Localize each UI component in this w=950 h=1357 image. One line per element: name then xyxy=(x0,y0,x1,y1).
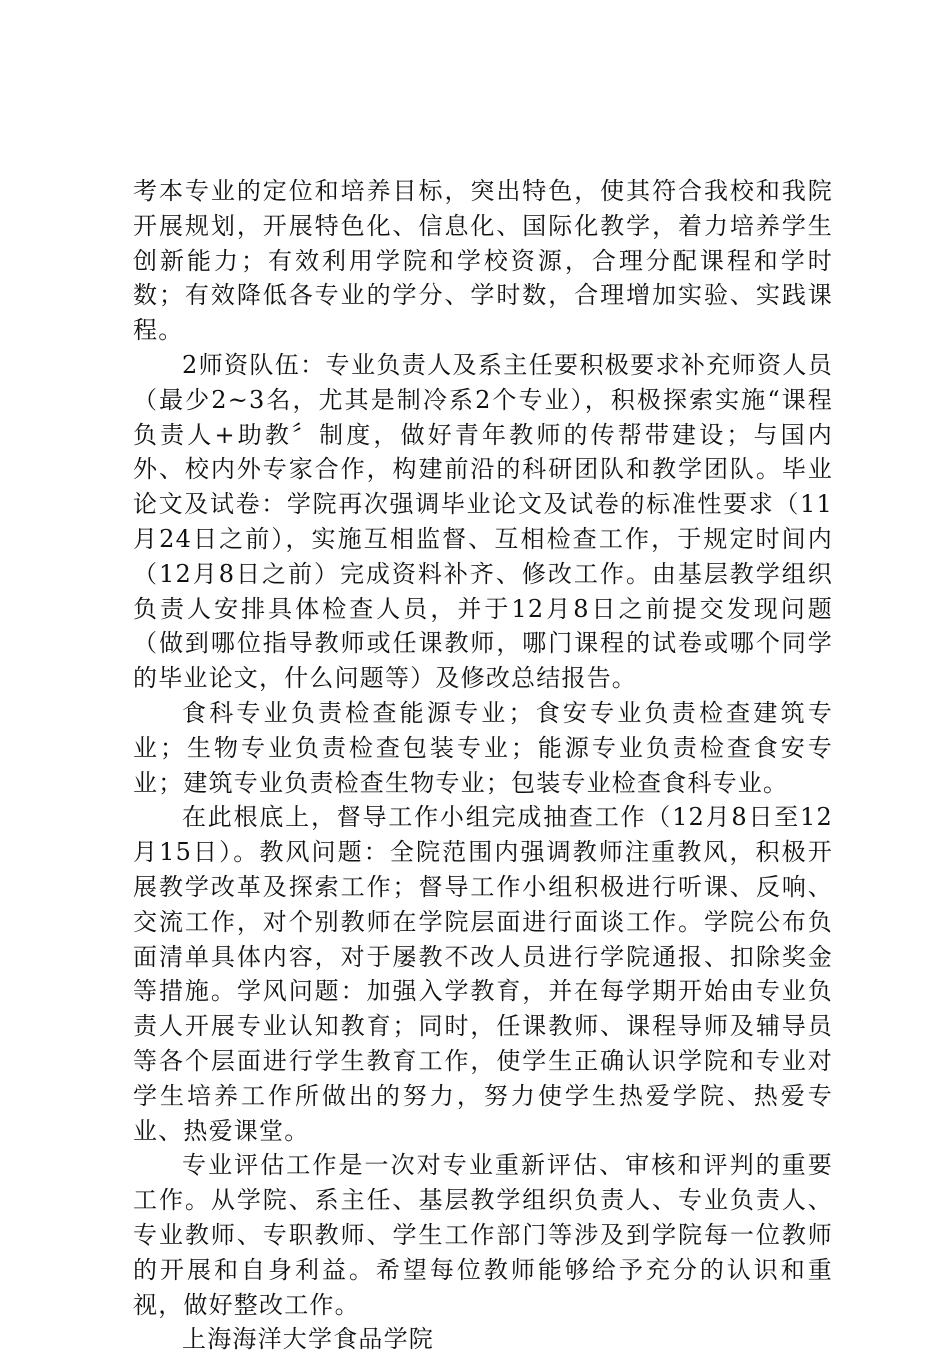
document-page xyxy=(133,174,833,1357)
paragraph-continuation: 考本专业的定位和培养目标，突出特色，使其符合我校和我院开展规划，开展特色化、信息化、国际化教学，着力培养学生创新能力；有效利用学院和学校资源，合理分配课程和学时数；有效降低各专业的学分、学时数，合理增加实验、实践课程。 xyxy=(133,177,833,345)
paragraph-teaching-and-study-style: 在此根底上，督导工作小组完成抽查工作（12月8日至12月15日）。教风问题：全院范围内强调教师注重教风，积极开展教学改革及探索工作；督导工作小组积极进行听课、反响、交流工作，对个别教师在学院层面进行面谈工作。学院公布负面清单具体内容，对于屡教不改人员进行学院通报、扣除奖金等措施。学风问题：加强入学教育，并在每学期开始由专业负责人开展专业认知教育；同时，任课教师、课程导师及辅导员等各个层面进行学生教育工作，使学生正确认识学院和专业对学生培养工作所做出的努力，努力使学生热爱学院、热爱专业、热爱课堂。 xyxy=(133,803,833,1145)
signature-institution: 上海海洋大学食品学院 xyxy=(182,1325,434,1354)
paragraph-evaluation-summary: 专业评估工作是一次对专业重新评估、审核和评判的重要工作。从学院、系主任、基层教学组织负责人、专业负责人、专业教师、专职教师、学生工作部门等涉及到学院每一位教师的开展和自身利益。希望每位教师能够给予充分的认识和重视，做好整改工作。 xyxy=(133,1151,833,1319)
paragraph-faculty-team: 2师资队伍：专业负责人及系主任要积极要求补充师资人员（最少2~3名，尤其是制冷系2个专业），积极探索实施“课程负责人+助教〞制度，做好青年教师的传帮带建设；与国内外、校内外专家合作，构建前沿的科研团队和教学团队。毕业论文及试卷：学院再次强调毕业论文及试卷的标准性要求（11月24日之前），实施互相监督、互相检查工作，于规定时间内（12月8日之前）完成资料补齐、修改工作。由基层教学组织负责人安排具体检查人员，并于12月8日之前提交发现问题（做到哪位指导教师或任课教师，哪门课程的试卷或哪个同学的毕业论文，什么问题等）及修改总结报告。 xyxy=(133,350,833,693)
paragraph-cross-check-assignments: 食科专业负责检查能源专业；食安专业负责检查建筑专业；生物专业负责检查包装专业；能源专业负责检查食安专业；建筑专业负责检查生物专业；包装专业检查食科专业。 xyxy=(133,698,833,797)
